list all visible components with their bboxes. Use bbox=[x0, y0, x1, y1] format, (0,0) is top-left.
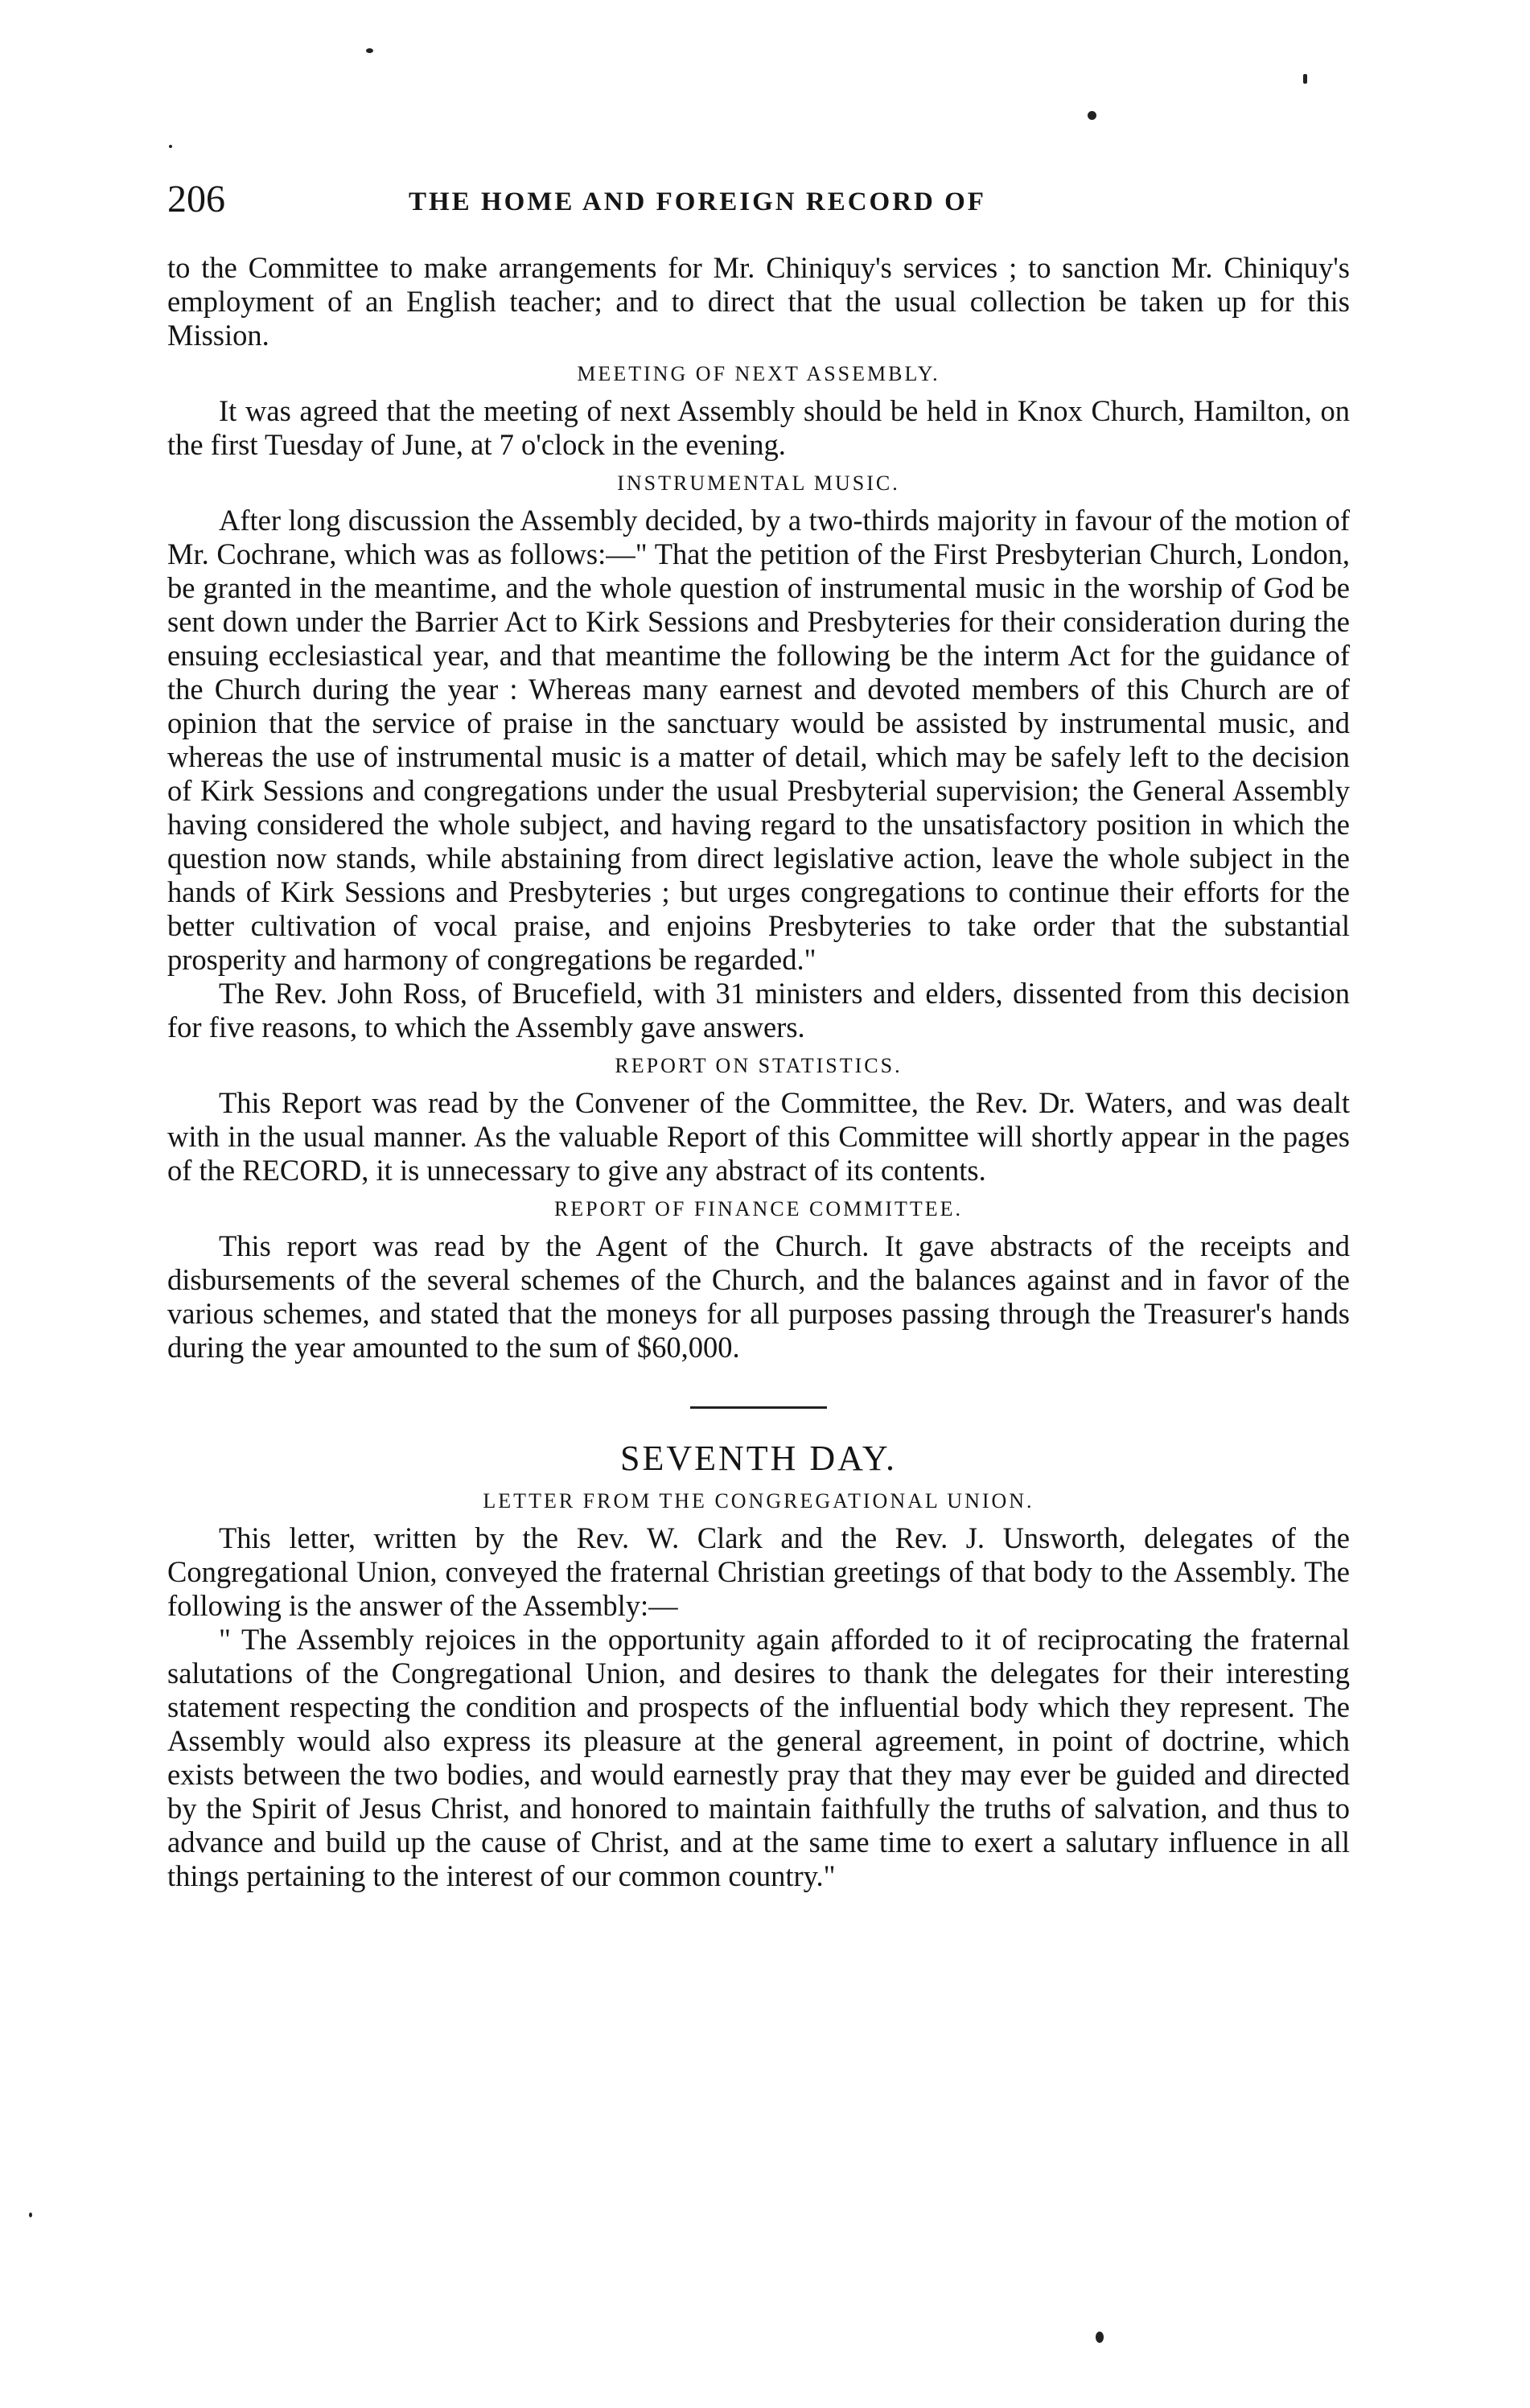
paragraph: This report was read by the Agent of the Church. It gave abstracts of the receipts and disbursements of the several schemes of the Church, and the balances against and in favor of the various schemes, and stated that the moneys for all purposes passing through the Treasurer's hands during the year amounted to the sum of $60,000. bbox=[167, 1229, 1350, 1364]
paragraph: This letter, written by the Rev. W. Clark and the Rev. J. Unsworth, delegates of the Congregational Union, conveyed the fraternal Christian greetings of that body to the Assembly. The following is the answer of the Assembly:— bbox=[167, 1521, 1350, 1622]
scan-speck bbox=[169, 145, 172, 148]
section-heading-next-assembly: MEETING OF NEXT ASSEMBLY. bbox=[577, 362, 940, 385]
paragraph: After long discussion the Assembly decided, by a two-thirds majority in favour of the motion of Mr. Cochrane, which was as follows:—" That the petition of the First Presbyterian Church, London, be granted in the meantime, and the whole question of instrumental music in the worship of God be sent down under the Barrier Act to Kirk Sessions and Presbyteries for their consideration during the ensuing ecclesiastical year, and that meantime the following be the interm Act for the guidance of the Church during the year : Whereas many earnest and devoted members of this Church are of opinion that the service of praise in the sanctuary would be assisted by instrumental music, and whereas the use of instrumental music is a matter of detail, which may be safely left to the decision of Kirk Sessions and congregations under the usual Presbyterial supervision; the General Assembly having considered the whole subject, and having regard to the unsatisfactory position in which the question now stands, while abstaining from direct legislative action, leave the whole subject in the hands of Kirk Sessions and Presbyteries ; but urges congregations to continue their efforts for the better cultivation of vocal praise, and enjoins Presbyteries to take order that the substantial prosperity and harmony of congregations be regarded." bbox=[167, 504, 1350, 976]
scan-speck bbox=[29, 2212, 32, 2217]
paragraph: This Report was read by the Convener of the Committee, the Rev. Dr. Waters, and was dealt with in the usual manner. As the valuable Report of this Committee will shortly appear in the pages of the RECORD, it is unnecessary to give any abstract of its contents. bbox=[167, 1086, 1350, 1187]
scan-speck bbox=[1088, 111, 1096, 120]
opening-paragraph: to the Committee to make arrangements for Mr. Chiniquy's services ; to sanction Mr. Chiniquy's employment of an English teacher; and to direct that the usual collection be taken up for this Mission. bbox=[167, 251, 1350, 352]
scan-speck bbox=[1096, 2332, 1104, 2343]
day-title: SEVENTH DAY. bbox=[619, 1439, 898, 1478]
section-heading-instrumental-music: INSTRUMENTAL MUSIC. bbox=[617, 471, 900, 495]
scan-speck bbox=[366, 48, 373, 53]
running-head: THE HOME AND FOREIGN RECORD OF bbox=[409, 187, 986, 216]
paragraph: It was agreed that the meeting of next Assembly should be held in Knox Church, Hamilton, on the first Tuesday of June, at 7 o'clock in the evening. bbox=[167, 394, 1350, 461]
paragraph: The Rev. John Ross, of Brucefield, with 31 ministers and elders, dissented from this decision for five reasons, to which the Assembly gave answers. bbox=[167, 977, 1350, 1043]
paragraph: " The Assembly rejoices in the opportunity again afforded to it of reciprocating the fraternal salutations of the Congregational Union, and desires to thank the delegates for their interesting statement respecting the condition and prospects of the influential body which they represent. The Assembly would also express its pleasure at the general agreement, in point of doctrine, which exists between the two bodies, and would earnestly pray that they may ever be guided and directed by the Spirit of Jesus Christ, and honored to maintain faithfully the truths of salvation, and thus to advance and build up the cause of Christ, and at the same time to exert a salutary influence in all things pertaining to the interest of our common country." bbox=[167, 1623, 1350, 1892]
scan-speck bbox=[1303, 74, 1307, 84]
page-number: 206 bbox=[167, 178, 225, 220]
page-header bbox=[167, 175, 1350, 224]
section-divider bbox=[690, 1406, 827, 1409]
section-heading-finance: REPORT OF FINANCE COMMITTEE. bbox=[553, 1197, 964, 1220]
section-heading-congregational-letter: LETTER FROM THE CONGREGATIONAL UNION. bbox=[483, 1489, 1034, 1513]
section-heading-statistics: REPORT ON STATISTICS. bbox=[615, 1054, 903, 1077]
article-body bbox=[167, 251, 1350, 1893]
